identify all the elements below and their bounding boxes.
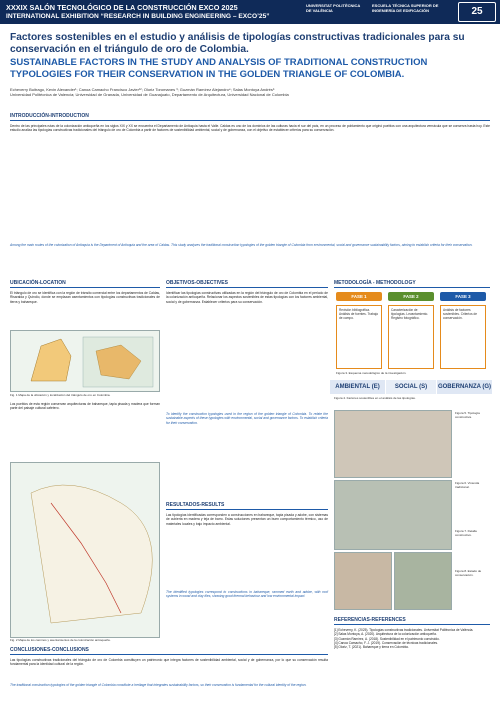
fig4-caption: Figura 4. Factores sostenibles en el análisis de las tipologías.: [334, 396, 416, 400]
photo-house: [334, 480, 452, 550]
intro-text-en: Among the main routes of the colonization of Antioquia is the Department of Antioquia and the area of Caldas. This study analyzes the traditional construction typologies of the golden triangle of Colombia from environmental, social and governance sustainability factors, aiming to establish criteria for their conservation.: [10, 243, 473, 247]
results-text-es: Las tipologías identificadas corresponden a construcciones en bahareque, tapia pisada y adobe, con sistemas de cubierta en madera y teja de barro. Estas soluciones presentan un buen comportamiento térmico, uso de materiales locales y bajo impacto ambiental.: [166, 513, 328, 526]
references-list: [334, 628, 490, 649]
section-location: UBICACIÓN-LOCATION: [10, 280, 160, 288]
colonization-map-svg: [11, 463, 161, 639]
university-logo: UNIVERSITAT POLITÈCNICA DE VALÈNCIA: [306, 3, 361, 13]
reference-item: [2] Salas Montoya, A. (2020). Arquitectura de la colonización antioqueña.: [334, 632, 437, 637]
reference-item: [5] Oloriz, T. (2021). Bahareque y tierra en Colombia.: [334, 645, 409, 650]
photo-conservation: [394, 552, 452, 610]
objectives-text-en: To identify the construction typologies used in the region of the golden triangle of Colombia. To relate the sustainable aspects of these typologies with environmental, social and governance factors. To establish criteria for their conservation.: [166, 412, 328, 425]
photo-detail: [334, 552, 392, 610]
section-methodology: METODOLOGÍA - METHODOLOGY: [334, 280, 490, 288]
factor-governance: GOBERNANZA (G): [437, 380, 492, 394]
school-logo: ESCUELA TÉCNICA SUPERIOR DE INGENIERÍA DE EDIFICACIÓN: [372, 3, 439, 13]
conclusions-text-es: Las tipologías constructivas tradicionales del triángulo de oro de Colombia constituyen un patrimonio que integra factores de sostenibilidad ambiental, social y de gobernanza, por lo que su conservación resulta fundamental para la identidad cultural de la región.: [10, 658, 328, 667]
reference-item: [1] Echeverry, K. (2025). Tipologías constructivas tradicionales. Universitat Politècnica de València.: [334, 628, 474, 632]
results-text-en: The identified typologies correspond to constructions in bahareque, rammed earth and adobe, with roof systems in wood and clay tiles, showing good thermal behaviour and low environmental impact.: [166, 590, 328, 599]
conclusions-text-en: The traditional construction typologies of the golden triangle of Colombia constitute a heritage that integrates sustainability factors, so their conservation is fundamental for the cultural identity of the region.: [10, 683, 307, 687]
methodology-box-1: Revisión bibliográfica. Análisis de fuentes. Trabajo de campo.: [336, 305, 382, 369]
fig1-caption: Fig. 1 Mapa de la ubicación y localización del triángulo de oro en Colombia.: [10, 393, 111, 397]
methodology-step-1: FASE 1: [336, 292, 382, 301]
photo-typology: [334, 410, 452, 478]
territory-shape: [31, 485, 152, 623]
figure-label-5: Figura 5. Tipología constructiva.: [455, 411, 480, 419]
section-introduction: INTRODUCCIÓN-INTRODUCTION: [10, 113, 490, 121]
header-line1: XXXIX SALÓN TECNOLÓGICO DE LA CONSTRUCCIÓN EXCO 2025: [6, 3, 238, 12]
methodology-box-3: Análisis de factores sostenibles. Criterios de conservación.: [440, 305, 486, 369]
objectives-text-es: Identificar las tipologías constructivas utilizadas en la región del triángulo de oro de Colombia en el periodo de la colonización antioqueña. Relacionar los aspectos sostenibles de estas tipologías con los factores ambiental, social y de gobernanza. Establecer criterios para su conservación.: [166, 291, 328, 304]
methodology-step-3: FASE 3: [440, 292, 486, 301]
location-text-2: Los pueblos de esta región conservan arquitecturas de bahareque, tapia pisada y madera que forman parte del paisaje cultural cafetero.: [10, 402, 160, 411]
methodology-box-2: Caracterización de tipologías. Levantamiento. Registro fotográfico.: [388, 305, 434, 369]
section-objectives: OBJETIVOS-OBJECTIVES: [166, 280, 328, 288]
reference-item: [3] Guzmán Ramírez, A. (2018). Sostenibilidad en el patrimonio construido.: [334, 636, 440, 641]
title-spanish: Factores sostenibles en el estudio y análisis de tipologías constructivas tradicionales para su conservación en el triángulo de oro de Colombia.: [10, 32, 465, 55]
location-map-svg: [11, 331, 161, 393]
figure-label-6: Figura 6. Vivienda tradicional.: [455, 481, 480, 489]
colonization-map-figure: [10, 462, 160, 638]
intro-text-es: Dentro de las principales rutas de la colonización antioqueña en los siglos XIX y XX se encuentra el Departamento de Antioquia hasta el Valle. Caldas es uno de los dominios de las culturas hacia el sur del país, en un proceso de poblamiento que originó pueblos con una arquitectura vernácula que se conserva hasta hoy. Este estudio analiza las tipologías constructivas tradicionales del triángulo de oro de Colombia a partir de factores de sostenibilidad ambiental, social y de gobernanza, con el objetivo de establecer criterios para su conservación.: [10, 124, 490, 133]
title-english: SUSTAINABLE FACTORS IN THE STUDY AND ANALYSIS OF TRADITIONAL CONSTRUCTION TYPOLOGIES FOR THEIR CONSERVATION IN THE GOLDEN TRIANGLE OF COLOMBIA.: [10, 57, 428, 80]
methodology-step-2: FASE 2: [388, 292, 434, 301]
factor-environmental: AMBIENTAL (E): [330, 380, 385, 394]
section-results: RESULTADOS-RESULTS: [166, 502, 328, 510]
fig2-caption: Fig. 2 Mapa de los caminos y asentamientos de la colonización antioqueña.: [10, 638, 111, 642]
authors: [10, 87, 490, 97]
figure-label-8: Figura 8. Estado de conservación.: [455, 569, 482, 577]
location-text: El triángulo de oro se identifica con la región de tránsito comercial entre los departamentos de Caldas, Risaralda y Quindío, donde se emplazan asentamientos con tipologías constructivas tradicionales de tierra y bahareque.: [10, 291, 160, 304]
section-conclusions: CONCLUSIONES-CONCLUSIONS: [10, 647, 328, 655]
exco-logo: 25: [458, 2, 496, 22]
header-bar: [0, 0, 500, 24]
author-list: Echeverry Buitrago, Kevin Alexander¹; Canoa Camacho Francisco Javier¹²; Oloriz Toromanes ³; Guzmán Ramírez Alejandro⁴; Salas Montoya Andrés⁵: [10, 87, 275, 92]
factor-social: SOCIAL (S): [386, 380, 436, 394]
reference-item: [4] Canoa Camacho, F. J. (2019). Conservación de técnicas tradicionales.: [334, 640, 439, 645]
header-line2: INTERNATIONAL EXHIBITION “RESEARCH IN BUILDING ENGINEERING – EXCO’25”: [6, 13, 270, 20]
affiliations: Universidad Politécnica de Valencia; Universidad de Granada, Universidad de Guanajuato, Departamento de Arquitectura, Universidad Nacional de Colombia: [10, 92, 289, 97]
colombia-outline: [31, 339, 71, 381]
location-map-figure: [10, 330, 160, 392]
section-references: REFERENCIAS-REFERENCES: [334, 617, 490, 625]
fig3-caption: Figura 3. Esquema metodológico de la investigación.: [336, 371, 407, 375]
figure-label-7: Figura 7. Detalle constructivo.: [455, 529, 478, 537]
